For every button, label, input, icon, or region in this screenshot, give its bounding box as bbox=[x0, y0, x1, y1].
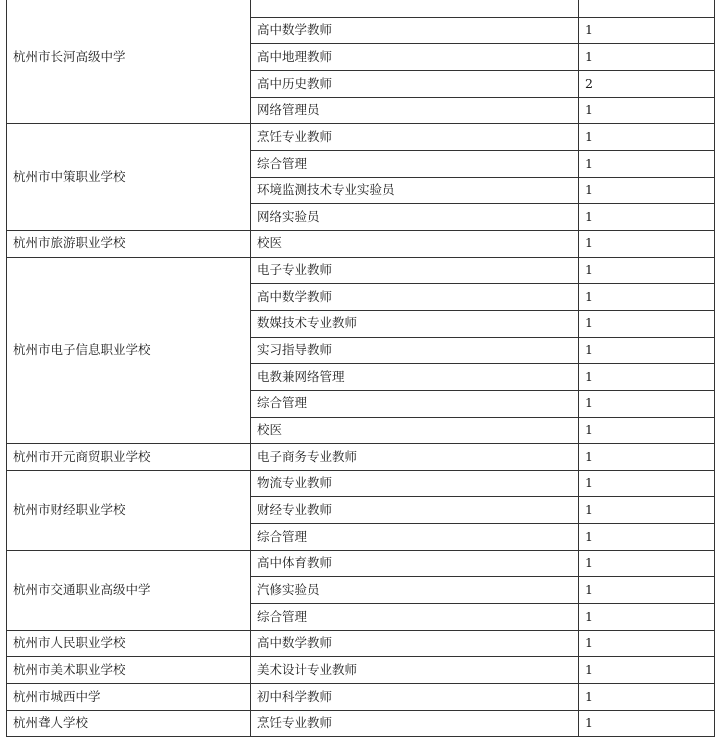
table-row bbox=[7, 257, 715, 284]
position-cell: 校医 bbox=[251, 417, 579, 444]
headcount-cell: 1 bbox=[579, 97, 715, 124]
school-name-cell: 杭州市城西中学 bbox=[7, 684, 251, 711]
headcount-cell: 1 bbox=[579, 470, 715, 497]
headcount-cell: 1 bbox=[579, 684, 715, 711]
headcount-cell bbox=[579, 0, 715, 17]
headcount-cell: 1 bbox=[579, 177, 715, 204]
headcount-cell: 1 bbox=[579, 550, 715, 577]
headcount-cell: 1 bbox=[579, 124, 715, 151]
position-cell: 初中科学教师 bbox=[251, 684, 579, 711]
position-cell: 数媒技术专业教师 bbox=[251, 310, 579, 337]
position-cell: 综合管理 bbox=[251, 390, 579, 417]
table-row bbox=[7, 630, 715, 657]
table-row bbox=[7, 710, 715, 737]
table-row bbox=[7, 0, 715, 17]
position-cell: 环境监测技术专业实验员 bbox=[251, 177, 579, 204]
recruitment-table-body bbox=[7, 0, 715, 737]
headcount-cell: 1 bbox=[579, 444, 715, 471]
school-name-cell: 杭州市开元商贸职业学校 bbox=[7, 444, 251, 471]
position-cell: 实习指导教师 bbox=[251, 337, 579, 364]
position-cell: 美术设计专业教师 bbox=[251, 657, 579, 684]
headcount-cell: 1 bbox=[579, 417, 715, 444]
headcount-cell: 1 bbox=[579, 657, 715, 684]
table-row bbox=[7, 124, 715, 151]
school-name-cell: 杭州聋人学校 bbox=[7, 710, 251, 737]
recruitment-table-container bbox=[6, 0, 714, 737]
school-name-cell: 杭州市交通职业高级中学 bbox=[7, 550, 251, 630]
headcount-cell: 1 bbox=[579, 630, 715, 657]
headcount-cell: 2 bbox=[579, 70, 715, 97]
position-cell: 电教兼网络管理 bbox=[251, 364, 579, 391]
school-name-cell: 杭州市人民职业学校 bbox=[7, 630, 251, 657]
school-name-cell: 杭州市美术职业学校 bbox=[7, 657, 251, 684]
position-cell: 电子商务专业教师 bbox=[251, 444, 579, 471]
position-cell: 高中历史教师 bbox=[251, 70, 579, 97]
position-cell: 高中数学教师 bbox=[251, 284, 579, 311]
position-cell: 高中数学教师 bbox=[251, 630, 579, 657]
headcount-cell: 1 bbox=[579, 204, 715, 231]
headcount-cell: 1 bbox=[579, 710, 715, 737]
position-cell: 网络管理员 bbox=[251, 97, 579, 124]
position-cell: 物流专业教师 bbox=[251, 470, 579, 497]
school-name-cell: 杭州市旅游职业学校 bbox=[7, 230, 251, 257]
headcount-cell: 1 bbox=[579, 44, 715, 71]
headcount-cell: 1 bbox=[579, 230, 715, 257]
table-row bbox=[7, 444, 715, 471]
position-cell bbox=[251, 0, 579, 17]
headcount-cell: 1 bbox=[579, 390, 715, 417]
position-cell: 综合管理 bbox=[251, 604, 579, 631]
headcount-cell: 1 bbox=[579, 604, 715, 631]
headcount-cell: 1 bbox=[579, 337, 715, 364]
school-name-cell: 杭州市长河高级中学 bbox=[7, 0, 251, 124]
headcount-cell: 1 bbox=[579, 364, 715, 391]
position-cell: 烹饪专业教师 bbox=[251, 124, 579, 151]
position-cell: 烹饪专业教师 bbox=[251, 710, 579, 737]
headcount-cell: 1 bbox=[579, 577, 715, 604]
school-name-cell: 杭州市中策职业学校 bbox=[7, 124, 251, 231]
position-cell: 高中地理教师 bbox=[251, 44, 579, 71]
school-name-cell: 杭州市财经职业学校 bbox=[7, 470, 251, 550]
table-row bbox=[7, 550, 715, 577]
table-row bbox=[7, 470, 715, 497]
table-row bbox=[7, 657, 715, 684]
headcount-cell: 1 bbox=[579, 524, 715, 551]
position-cell: 财经专业教师 bbox=[251, 497, 579, 524]
recruitment-table bbox=[6, 0, 715, 737]
position-cell: 汽修实验员 bbox=[251, 577, 579, 604]
position-cell: 综合管理 bbox=[251, 524, 579, 551]
headcount-cell: 1 bbox=[579, 150, 715, 177]
position-cell: 校医 bbox=[251, 230, 579, 257]
position-cell: 高中体育教师 bbox=[251, 550, 579, 577]
table-row bbox=[7, 684, 715, 711]
position-cell: 综合管理 bbox=[251, 150, 579, 177]
headcount-cell: 1 bbox=[579, 310, 715, 337]
position-cell: 高中数学教师 bbox=[251, 17, 579, 44]
headcount-cell: 1 bbox=[579, 17, 715, 44]
headcount-cell: 1 bbox=[579, 284, 715, 311]
school-name-cell: 杭州市电子信息职业学校 bbox=[7, 257, 251, 444]
position-cell: 电子专业教师 bbox=[251, 257, 579, 284]
position-cell: 网络实验员 bbox=[251, 204, 579, 231]
headcount-cell: 1 bbox=[579, 497, 715, 524]
headcount-cell: 1 bbox=[579, 257, 715, 284]
table-row bbox=[7, 230, 715, 257]
